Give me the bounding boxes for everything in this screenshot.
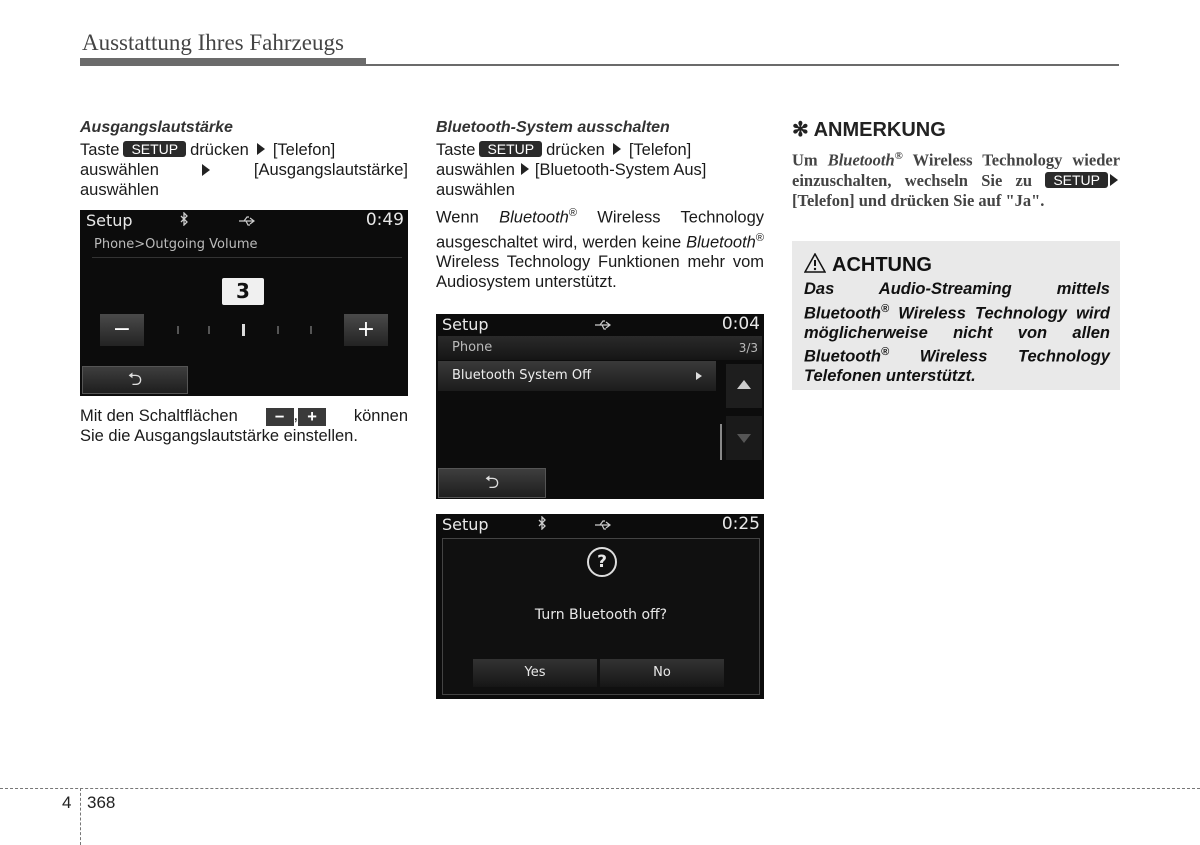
text: Wireless Technology wird möglicherweise nicht von allen bbox=[804, 304, 1110, 342]
note-box bbox=[792, 117, 1120, 211]
text-druecken: drücken bbox=[190, 141, 249, 159]
section-heading: Bluetooth-System ausschalten bbox=[436, 119, 670, 136]
screen-title: Setup bbox=[86, 211, 133, 230]
screen-outgoing-volume bbox=[80, 210, 408, 396]
arrow-up-icon bbox=[737, 380, 751, 389]
tick bbox=[177, 326, 179, 334]
section-heading: Ausgangslautstärke bbox=[80, 119, 233, 136]
arrow-right-icon bbox=[1110, 174, 1118, 186]
text-druecken: drücken bbox=[546, 141, 605, 159]
text-auswaehlen: auswählen bbox=[80, 181, 159, 199]
clock: 0:04 bbox=[721, 314, 760, 334]
text: Wireless Technology ausgeschaltet wird, werden keine bbox=[436, 208, 765, 251]
warning-title: ACHTUNG bbox=[832, 254, 932, 276]
setup-key-badge: SETUP bbox=[123, 141, 186, 157]
scroll-up-button[interactable] bbox=[726, 364, 762, 408]
screen-confirm-bluetooth-off bbox=[436, 514, 764, 699]
arrow-right-icon bbox=[257, 143, 265, 155]
menu-item-label: Bluetooth System Off bbox=[452, 368, 592, 383]
registered-mark: ® bbox=[755, 231, 764, 244]
note-text bbox=[792, 146, 1120, 211]
usb-icon bbox=[238, 215, 256, 229]
menu-subtitle: Phone bbox=[452, 340, 493, 355]
volume-plus-button[interactable]: + bbox=[344, 314, 388, 346]
bluetooth-off-explanation bbox=[436, 203, 764, 292]
text-bluetooth: Bluetooth bbox=[827, 150, 895, 170]
text-menu-item: [Bluetooth-System Aus] bbox=[534, 161, 707, 179]
question-icon: ? bbox=[587, 547, 617, 577]
text: [Telefon] und drücken Sie auf "Ja". bbox=[792, 190, 1045, 210]
column-output-volume bbox=[80, 118, 408, 200]
comma: , bbox=[293, 406, 299, 424]
note-title: ANMERKUNG bbox=[813, 119, 946, 141]
menu-item-bluetooth-system-off[interactable] bbox=[438, 361, 716, 391]
back-button[interactable]: ⮌ bbox=[82, 366, 188, 394]
dialog-message: Turn Bluetooth off? bbox=[534, 607, 668, 623]
text-schaltflaechen: Mit den Schaltflächen bbox=[80, 406, 238, 425]
scrollbar[interactable] bbox=[720, 424, 722, 460]
warning-icon bbox=[804, 253, 826, 279]
back-button[interactable]: ⮌ bbox=[438, 468, 546, 498]
text-taste: Taste bbox=[80, 141, 120, 159]
warning-heading bbox=[804, 253, 932, 279]
arrow-right-icon bbox=[613, 143, 621, 155]
warning-text bbox=[804, 280, 1110, 387]
page-indicator: 3/3 bbox=[738, 341, 758, 355]
text-bluetooth: Bluetooth bbox=[499, 208, 569, 227]
text-telefon: [Telefon] bbox=[272, 141, 336, 159]
chevron-right-icon bbox=[696, 372, 702, 380]
usb-icon bbox=[594, 519, 612, 533]
volume-value: 3 bbox=[222, 278, 264, 305]
text: Wireless Technology Funktionen mehr vom Audiosystem unterstützt. bbox=[436, 253, 764, 291]
text-taste: Taste bbox=[436, 141, 476, 159]
text-einstellen: Sie die Ausgangslautstärke einstellen. bbox=[80, 427, 358, 445]
menu-path: Phone>Outgoing Volume bbox=[94, 237, 258, 252]
screen-phone-menu bbox=[436, 314, 764, 499]
arrow-down-icon bbox=[737, 434, 751, 443]
scroll-down-button[interactable] bbox=[726, 416, 762, 460]
header-bar bbox=[80, 58, 366, 66]
text: Wenn bbox=[436, 208, 479, 227]
header-rule bbox=[366, 64, 1119, 66]
note-heading bbox=[792, 117, 1120, 142]
text: Das Audio-Streaming mittels bbox=[804, 280, 1110, 298]
registered-mark: ® bbox=[894, 150, 903, 162]
volume-minus-button[interactable]: − bbox=[100, 314, 144, 346]
footer-rule bbox=[0, 788, 1200, 789]
volume-indicator bbox=[242, 324, 245, 336]
volume-buttons-description bbox=[80, 405, 408, 446]
chapter-number: 4 bbox=[62, 793, 72, 812]
screen-title: Setup bbox=[442, 515, 489, 534]
confirm-dialog bbox=[442, 538, 760, 695]
instruction-text bbox=[80, 140, 408, 200]
bluetooth-icon bbox=[538, 516, 546, 533]
clock: 0:25 bbox=[721, 514, 760, 534]
registered-mark: ® bbox=[880, 302, 890, 315]
usb-icon bbox=[594, 319, 612, 333]
page-header-title: Ausstattung Ihres Fahrzeugs bbox=[82, 30, 344, 55]
registered-mark: ® bbox=[880, 346, 890, 358]
page-number: 368 bbox=[87, 793, 116, 812]
text-bluetooth: Bluetooth bbox=[686, 233, 756, 251]
instruction-text bbox=[436, 140, 764, 200]
text-auswaehlen: auswählen bbox=[436, 181, 515, 199]
text: Um bbox=[792, 150, 818, 170]
tick bbox=[277, 326, 279, 334]
no-button[interactable]: No bbox=[600, 659, 724, 687]
text-telefon: [Telefon] bbox=[628, 141, 692, 159]
divider bbox=[92, 257, 402, 258]
minus-button-icon: − bbox=[266, 408, 294, 426]
text-bluetooth: Bluetooth bbox=[804, 304, 881, 322]
tick bbox=[208, 326, 210, 334]
arrow-right-icon bbox=[521, 163, 529, 175]
tick bbox=[310, 326, 312, 334]
text-auswaehlen: auswählen bbox=[80, 161, 159, 179]
warning-box bbox=[792, 241, 1120, 390]
column-bluetooth-off bbox=[436, 118, 764, 292]
text-bluetooth: Bluetooth bbox=[804, 347, 881, 366]
registered-mark: ® bbox=[568, 207, 577, 219]
text: Wireless Technology wieder einzuschalten, wechseln Sie zu bbox=[792, 150, 1121, 190]
clock: 0:49 bbox=[365, 210, 404, 230]
text-menu-item: [Ausgangslautstärke] bbox=[253, 161, 408, 179]
text-auswaehlen: auswählen bbox=[436, 161, 515, 179]
setup-key-badge: SETUP bbox=[1045, 172, 1108, 188]
setup-key-badge: SETUP bbox=[479, 141, 542, 157]
text: Wireless Technology Telefonen unterstützt. bbox=[804, 347, 1110, 385]
text-koennen: können bbox=[353, 406, 408, 425]
asterisk-icon: ✻ bbox=[792, 119, 809, 141]
screen-title: Setup bbox=[442, 315, 489, 334]
arrow-right-icon bbox=[202, 164, 210, 176]
bluetooth-icon bbox=[180, 212, 188, 229]
plus-button-icon: + bbox=[298, 408, 326, 426]
footer-divider bbox=[80, 788, 81, 845]
yes-button[interactable]: Yes bbox=[473, 659, 597, 687]
